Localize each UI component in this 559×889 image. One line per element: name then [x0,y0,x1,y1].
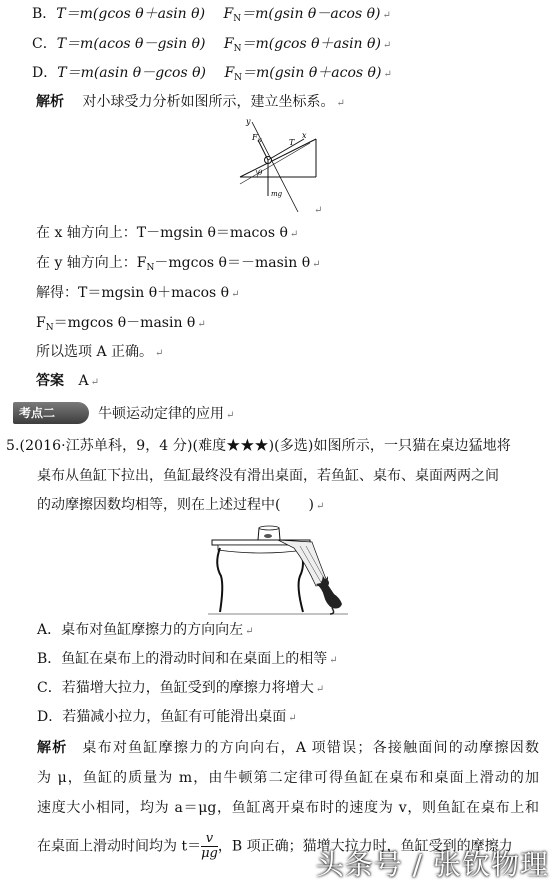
question-5-line-1: 5.(2016·江苏单科，9，4 分)(难度★★★)(多选)如图所示，一只猫在桌边猛地将 [6,438,511,454]
option-d-t: T＝m(asin θ－gcos θ) [57,65,206,81]
answer-value: A [78,373,89,389]
option-c-fn: ＝m(gcos θ＋asin θ) [241,36,381,52]
diagram-fn-label: $F_N$ [252,133,262,144]
section-badge: 考点二 [13,402,89,424]
section-title: 牛顿运动定律的应用 ↵ [98,406,235,422]
question-5-option-c: C．若猫增大拉力，鱼缸受到的摩擦力将增大 ↵ [37,680,325,696]
fraction-v-over-mu-g: $\frac{v}{\mu g}$ [201,832,218,861]
equation-y-axis: 在 y 轴方向上：$F_N-mgcos$ θ＝－masin θ ↵ [36,255,321,273]
question-5-line-3: 的动摩擦因数均相等，则在上述过程中( ) ↵ [37,497,325,513]
question-5-option-a: A．桌布对鱼缸摩擦力的方向向左 ↵ [37,622,254,638]
question-5-option-b: B．鱼缸在桌布上的滑动时间和在桌面上的相等 ↵ [37,651,338,667]
diagram-x-label: x [302,131,307,140]
analysis-1-text: 对小球受力分析如图所示，建立坐标系。 [82,94,335,110]
analysis-2-label: 解析 [37,740,68,756]
option-c-line: C．T＝m(acos θ－gsin θ) $F_N=m(gcos$ θ＋asin θ) ↵ [32,36,392,54]
diagram-mg-label: mg [271,190,283,198]
table-cat-illustration [208,524,348,616]
equation-solution-t: 解得：T＝mgsin θ＋macos θ ↵ [36,285,240,301]
answer-line: 答案 A ↵ [36,373,99,389]
question-5-line-2: 桌布从鱼缸下拉出，鱼缸最终没有滑出桌面，若鱼缸、桌布、桌面两两之间 [37,468,499,484]
equation-solution-fn: $F_N=mgcos$ θ－masin θ ↵ [36,315,206,333]
option-c-t: T＝m(acos θ－gsin θ) [56,36,206,52]
analysis-1-label: 解析 [36,94,64,110]
option-d-line: D．T＝m(asin θ－gcos θ) $F_N=m(gsin$ θ＋acos θ) ↵ [32,65,392,83]
diagram-theta-label: θ [258,169,263,177]
option-b-fn: ＝m(gsin θ－acos θ) [241,6,381,22]
analysis-1-line: 解析 对小球受力分析如图所示，建立坐标系。 ↵ [36,94,345,110]
analysis-2-line-4: 在桌面上滑动时间均为 t＝ $\frac{v}{\mu g}$ ，B 项正确；猫增大拉力时，鱼缸受到的摩擦力 [37,832,513,861]
option-b-t: T＝m(gcos θ＋asin θ) [56,6,206,22]
option-b-line: B．T＝m(gcos θ＋asin θ) $F_N=m(gsin$ θ－acos θ) ↵ [32,6,391,24]
diagram-y-label: y [246,117,251,126]
watermark: 头条号 / 张钦物理 [315,848,549,881]
option-d-fn: ＝m(gsin θ＋acos θ) [242,65,382,81]
equation-x-axis: 在 x 轴方向上：T－mgsin θ＝macos θ ↵ [36,225,299,241]
conclusion: 所以选项 A 正确。 ↵ [36,344,164,360]
diagram-t-label: T [289,138,295,147]
force-diagram [232,114,332,216]
analysis-2-line-3: 速度大小相同，均为 a＝μg，鱼缸离开桌布时的速度为 v，则鱼缸在桌布上和 [37,800,539,816]
analysis-2-line-1: 解析 桌布对鱼缸摩擦力的方向向右，A 项错误；各接触面间的动摩擦因数 [37,740,540,756]
analysis-2-line-2: 为 μ，鱼缸的质量为 m，由牛顿第二定律可得鱼缸在桌布和桌面上滑动的加 [37,770,539,786]
question-5-option-d: D．若猫减小拉力，鱼缸有可能滑出桌面 ↵ [37,709,297,725]
answer-label: 答案 [36,373,64,389]
